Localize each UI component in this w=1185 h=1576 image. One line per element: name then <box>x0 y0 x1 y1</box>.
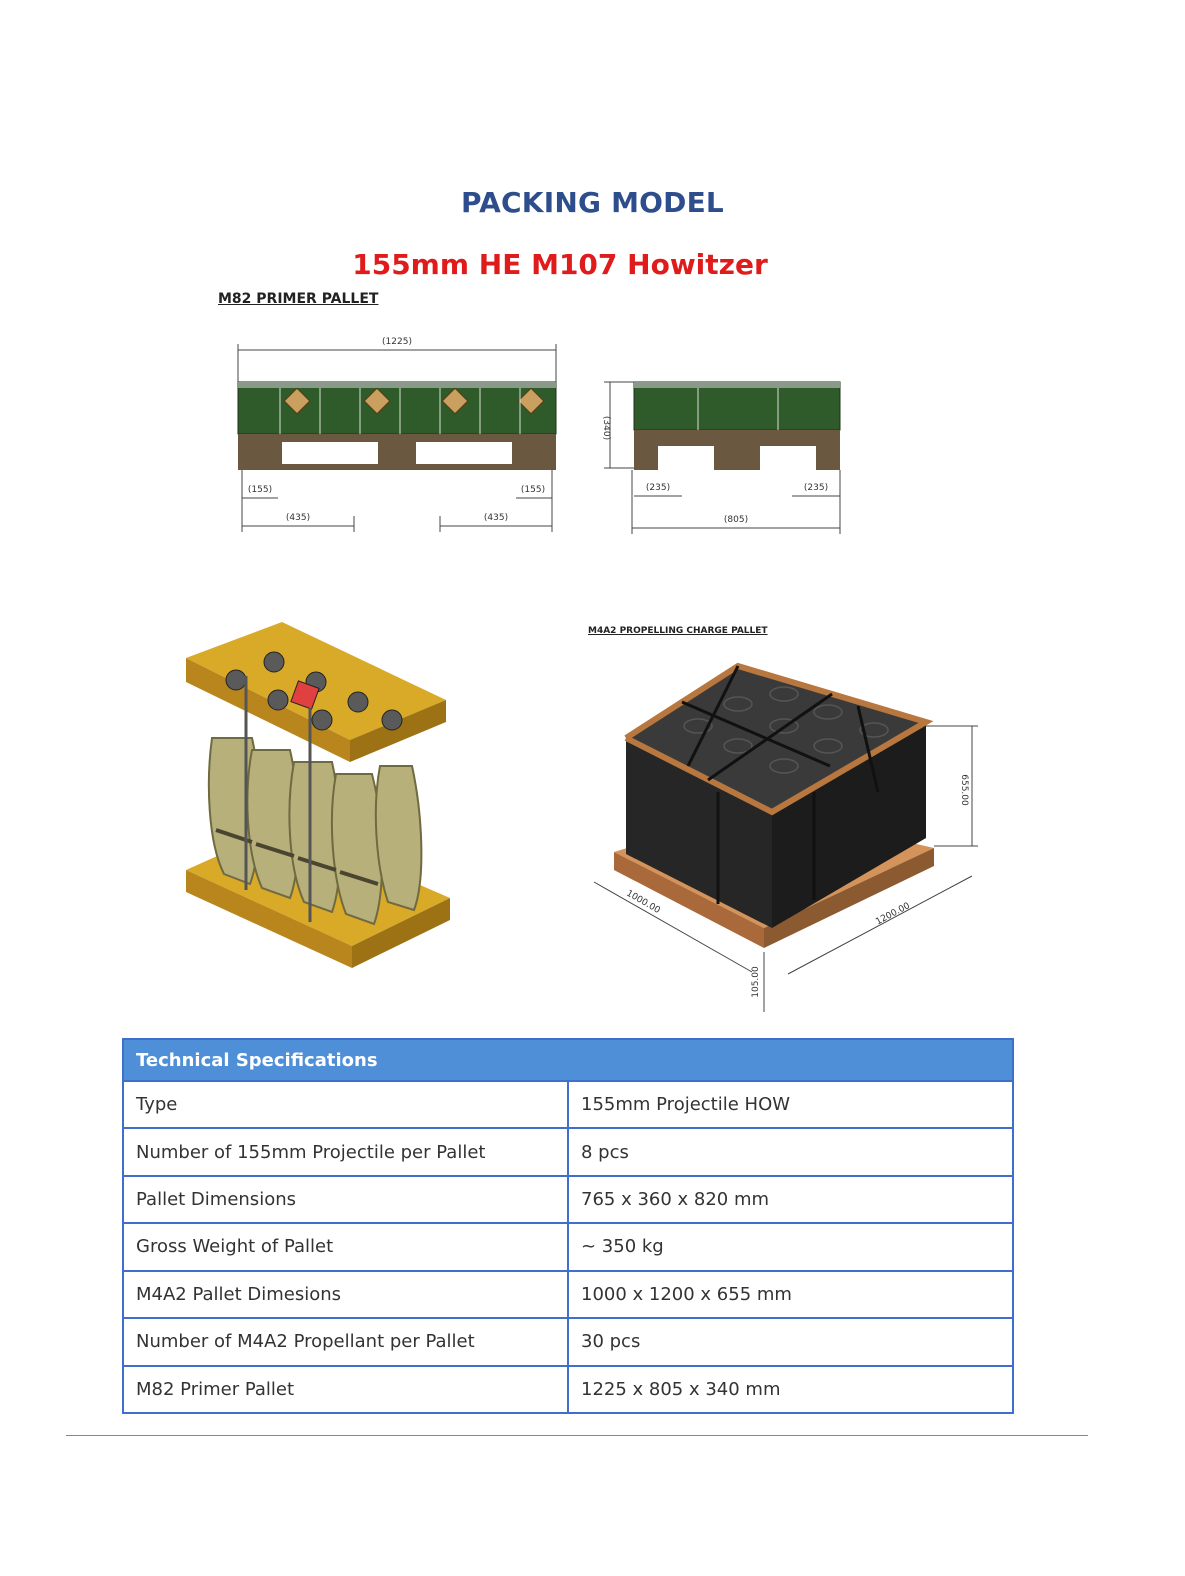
spec-label: Number of 155mm Projectile per Pallet <box>123 1128 568 1175</box>
table-row <box>123 1366 1013 1413</box>
spec-value: 765 x 360 x 820 mm <box>568 1176 1013 1223</box>
dim-charge-height: 655.00 <box>959 774 969 806</box>
dim-side-width: (805) <box>723 515 749 525</box>
dim-left-span: (435) <box>285 513 311 523</box>
spec-label: Gross Weight of Pallet <box>123 1223 568 1270</box>
dim-side-left: (235) <box>645 483 671 493</box>
page-title: PACKING MODEL <box>461 186 724 219</box>
primer-pallet-label: M82 PRIMER PALLET <box>218 291 379 307</box>
spec-value: 1000 x 1200 x 655 mm <box>568 1271 1013 1318</box>
table-row <box>123 1128 1013 1175</box>
table-row <box>123 1223 1013 1270</box>
spec-label: M4A2 Pallet Dimesions <box>123 1271 568 1318</box>
dim-right-span: (435) <box>483 513 509 523</box>
spec-value: 155mm Projectile HOW <box>568 1081 1013 1128</box>
dim-charge-width: 1200.00 <box>874 901 912 928</box>
charge-pallet-label: M4A2 PROPELLING CHARGE PALLET <box>588 626 768 636</box>
dim-charge-depth: 1000.00 <box>624 888 662 916</box>
spec-value: 1225 x 805 x 340 mm <box>568 1366 1013 1413</box>
page-subtitle: 155mm HE M107 Howitzer <box>352 248 768 281</box>
dim-height: (340) <box>601 415 611 441</box>
dim-left-end: (155) <box>247 485 273 495</box>
table-row <box>123 1176 1013 1223</box>
spec-label: M82 Primer Pallet <box>123 1366 568 1413</box>
spec-label: Number of M4A2 Propellant per Pallet <box>123 1318 568 1365</box>
projectile-pallet-illustration <box>186 622 456 972</box>
spec-value: ~ 350 kg <box>568 1223 1013 1270</box>
dim-overall-length: (1225) <box>382 337 412 347</box>
primer-pallet-front-view <box>230 330 570 540</box>
charge-pallet-illustration <box>588 642 980 1016</box>
primer-pallet-side-view <box>592 372 852 542</box>
spec-value: 8 pcs <box>568 1128 1013 1175</box>
dim-side-right: (235) <box>803 483 829 493</box>
spec-value: 30 pcs <box>568 1318 1013 1365</box>
dim-charge-base: 105.00 <box>751 966 761 998</box>
spec-label: Type <box>123 1081 568 1128</box>
table-row <box>123 1271 1013 1318</box>
technical-specifications-table <box>122 1038 1014 1414</box>
table-row <box>123 1081 1013 1128</box>
footer-divider <box>66 1435 1088 1436</box>
table-header: Technical Specifications <box>123 1039 1013 1081</box>
dim-right-end: (155) <box>520 485 546 495</box>
spec-label: Pallet Dimensions <box>123 1176 568 1223</box>
table-row <box>123 1318 1013 1365</box>
